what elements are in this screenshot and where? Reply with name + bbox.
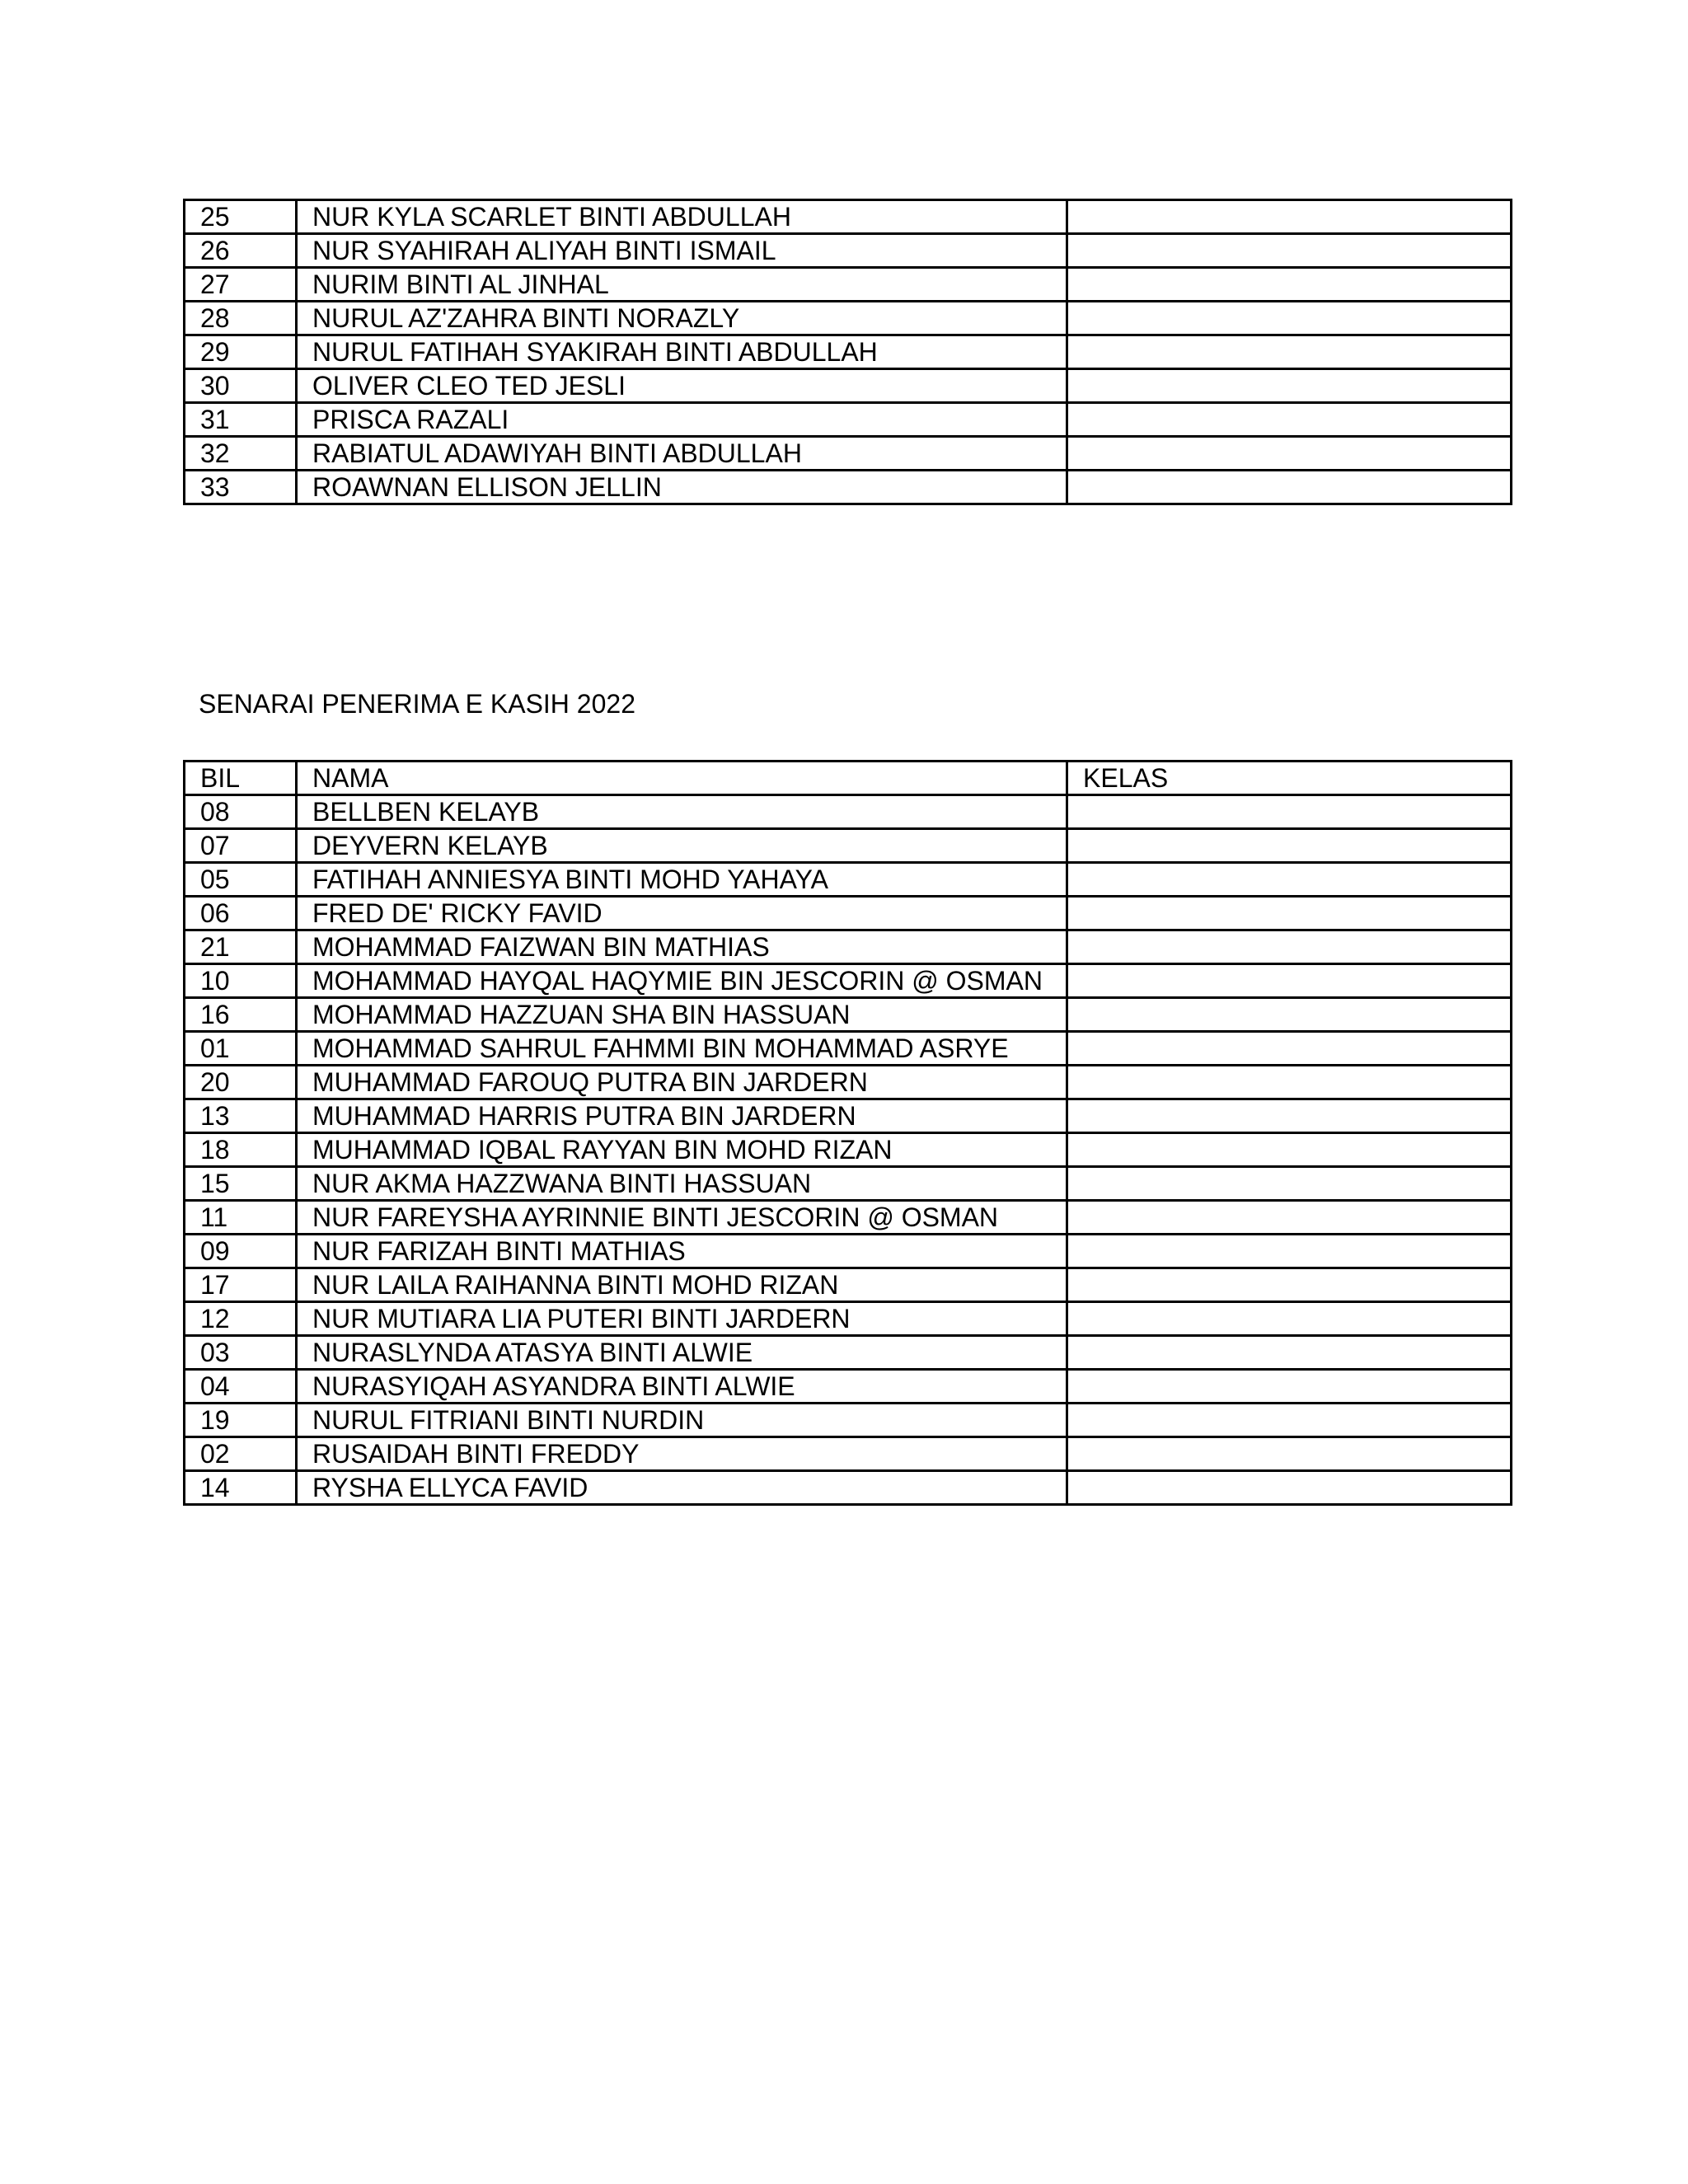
cell-kelas xyxy=(1067,1471,1512,1505)
cell-kelas xyxy=(1067,1133,1512,1167)
cell-kelas xyxy=(1067,335,1512,369)
table-row xyxy=(185,1133,1512,1167)
cell-kelas xyxy=(1067,1268,1512,1302)
table-row xyxy=(185,897,1512,930)
cell-kelas xyxy=(1067,471,1512,504)
cell-bil: 33 xyxy=(185,471,297,504)
section-heading: SENARAI PENERIMA E KASIH 2022 xyxy=(199,689,635,719)
cell-bil: 20 xyxy=(185,1066,297,1099)
cell-bil: 01 xyxy=(185,1032,297,1066)
cell-nama: MOHAMMAD HAZZUAN SHA BIN HASSUAN xyxy=(297,998,1067,1032)
header-kelas: KELAS xyxy=(1067,762,1512,795)
cell-kelas xyxy=(1067,1235,1512,1268)
table-row xyxy=(185,930,1512,964)
cell-bil: 29 xyxy=(185,335,297,369)
cell-nama: MOHAMMAD SAHRUL FAHMMI BIN MOHAMMAD ASRYE xyxy=(297,1032,1067,1066)
cell-kelas xyxy=(1067,1336,1512,1370)
cell-bil: 30 xyxy=(185,369,297,403)
cell-nama: NUR LAILA RAIHANNA BINTI MOHD RIZAN xyxy=(297,1268,1067,1302)
table-row xyxy=(185,1066,1512,1099)
cell-nama: MOHAMMAD FAIZWAN BIN MATHIAS xyxy=(297,930,1067,964)
table-row xyxy=(185,829,1512,863)
cell-kelas xyxy=(1067,302,1512,335)
cell-bil: 18 xyxy=(185,1133,297,1167)
cell-bil: 05 xyxy=(185,863,297,897)
table-row xyxy=(185,437,1512,471)
cell-nama: NUR KYLA SCARLET BINTI ABDULLAH xyxy=(297,200,1067,234)
cell-bil: 28 xyxy=(185,302,297,335)
cell-nama: MUHAMMAD HARRIS PUTRA BIN JARDERN xyxy=(297,1099,1067,1133)
continuation-table-body xyxy=(185,200,1512,504)
cell-bil: 07 xyxy=(185,829,297,863)
table-row xyxy=(185,471,1512,504)
cell-kelas xyxy=(1067,930,1512,964)
cell-bil: 15 xyxy=(185,1167,297,1201)
cell-bil: 11 xyxy=(185,1201,297,1235)
ekasih-table-body xyxy=(185,795,1512,1505)
cell-bil: 02 xyxy=(185,1437,297,1471)
table-row xyxy=(185,964,1512,998)
cell-nama: NURIM BINTI AL JINHAL xyxy=(297,268,1067,302)
cell-nama: NUR FARIZAH BINTI MATHIAS xyxy=(297,1235,1067,1268)
cell-bil: 14 xyxy=(185,1471,297,1505)
cell-nama: OLIVER CLEO TED JESLI xyxy=(297,369,1067,403)
cell-nama: NURUL AZ'ZAHRA BINTI NORAZLY xyxy=(297,302,1067,335)
table-row xyxy=(185,335,1512,369)
cell-nama: NUR FAREYSHA AYRINNIE BINTI JESCORIN @ OSMAN xyxy=(297,1201,1067,1235)
cell-kelas xyxy=(1067,200,1512,234)
header-bil: BIL xyxy=(185,762,297,795)
cell-kelas xyxy=(1067,1302,1512,1336)
table-row xyxy=(185,795,1512,829)
cell-bil: 19 xyxy=(185,1404,297,1437)
table-row xyxy=(185,1370,1512,1404)
table-row xyxy=(185,1471,1512,1505)
cell-kelas xyxy=(1067,437,1512,471)
table-header-row xyxy=(185,762,1512,795)
table-row xyxy=(185,1404,1512,1437)
table-row xyxy=(185,234,1512,268)
cell-bil: 06 xyxy=(185,897,297,930)
cell-bil: 04 xyxy=(185,1370,297,1404)
table-row xyxy=(185,369,1512,403)
cell-bil: 21 xyxy=(185,930,297,964)
cell-nama: NURUL FATIHAH SYAKIRAH BINTI ABDULLAH xyxy=(297,335,1067,369)
cell-bil: 13 xyxy=(185,1099,297,1133)
cell-kelas xyxy=(1067,863,1512,897)
table-row xyxy=(185,1235,1512,1268)
table-row xyxy=(185,1032,1512,1066)
cell-nama: BELLBEN KELAYB xyxy=(297,795,1067,829)
cell-nama: RABIATUL ADAWIYAH BINTI ABDULLAH xyxy=(297,437,1067,471)
cell-kelas xyxy=(1067,1099,1512,1133)
ekasih-table xyxy=(183,760,1512,1506)
cell-kelas xyxy=(1067,403,1512,437)
cell-nama: PRISCA RAZALI xyxy=(297,403,1067,437)
cell-kelas xyxy=(1067,369,1512,403)
table-row xyxy=(185,200,1512,234)
table-row xyxy=(185,1302,1512,1336)
cell-kelas xyxy=(1067,897,1512,930)
cell-nama: FATIHAH ANNIESYA BINTI MOHD YAHAYA xyxy=(297,863,1067,897)
table-row xyxy=(185,1167,1512,1201)
cell-nama: MUHAMMAD IQBAL RAYYAN BIN MOHD RIZAN xyxy=(297,1133,1067,1167)
cell-bil: 17 xyxy=(185,1268,297,1302)
table-row xyxy=(185,1268,1512,1302)
table-row xyxy=(185,268,1512,302)
cell-kelas xyxy=(1067,964,1512,998)
cell-kelas xyxy=(1067,829,1512,863)
table-row xyxy=(185,863,1512,897)
cell-nama: RYSHA ELLYCA FAVID xyxy=(297,1471,1067,1505)
cell-bil: 03 xyxy=(185,1336,297,1370)
table-row xyxy=(185,1336,1512,1370)
cell-kelas xyxy=(1067,1437,1512,1471)
cell-nama: NURUL FITRIANI BINTI NURDIN xyxy=(297,1404,1067,1437)
cell-kelas xyxy=(1067,234,1512,268)
cell-bil: 27 xyxy=(185,268,297,302)
cell-bil: 09 xyxy=(185,1235,297,1268)
table-row xyxy=(185,1201,1512,1235)
cell-bil: 10 xyxy=(185,964,297,998)
continuation-table xyxy=(183,199,1512,505)
cell-kelas xyxy=(1067,1370,1512,1404)
cell-kelas xyxy=(1067,268,1512,302)
cell-bil: 16 xyxy=(185,998,297,1032)
cell-bil: 32 xyxy=(185,437,297,471)
cell-bil: 25 xyxy=(185,200,297,234)
cell-kelas xyxy=(1067,1201,1512,1235)
cell-nama: NUR AKMA HAZZWANA BINTI HASSUAN xyxy=(297,1167,1067,1201)
cell-kelas xyxy=(1067,998,1512,1032)
header-nama: NAMA xyxy=(297,762,1067,795)
cell-nama: RUSAIDAH BINTI FREDDY xyxy=(297,1437,1067,1471)
table-row xyxy=(185,1099,1512,1133)
cell-nama: MOHAMMAD HAYQAL HAQYMIE BIN JESCORIN @ OSMAN xyxy=(297,964,1067,998)
cell-nama: FRED DE' RICKY FAVID xyxy=(297,897,1067,930)
cell-kelas xyxy=(1067,1032,1512,1066)
cell-nama: MUHAMMAD FAROUQ PUTRA BIN JARDERN xyxy=(297,1066,1067,1099)
cell-nama: NURASLYNDA ATASYA BINTI ALWIE xyxy=(297,1336,1067,1370)
table-row xyxy=(185,302,1512,335)
cell-bil: 12 xyxy=(185,1302,297,1336)
cell-nama: DEYVERN KELAYB xyxy=(297,829,1067,863)
cell-nama: NUR SYAHIRAH ALIYAH BINTI ISMAIL xyxy=(297,234,1067,268)
cell-kelas xyxy=(1067,795,1512,829)
cell-bil: 26 xyxy=(185,234,297,268)
cell-kelas xyxy=(1067,1167,1512,1201)
cell-nama: NURASYIQAH ASYANDRA BINTI ALWIE xyxy=(297,1370,1067,1404)
cell-bil: 08 xyxy=(185,795,297,829)
cell-kelas xyxy=(1067,1066,1512,1099)
cell-kelas xyxy=(1067,1404,1512,1437)
table-row xyxy=(185,403,1512,437)
table-row xyxy=(185,998,1512,1032)
cell-nama: ROAWNAN ELLISON JELLIN xyxy=(297,471,1067,504)
cell-bil: 31 xyxy=(185,403,297,437)
table-row xyxy=(185,1437,1512,1471)
cell-nama: NUR MUTIARA LIA PUTERI BINTI JARDERN xyxy=(297,1302,1067,1336)
